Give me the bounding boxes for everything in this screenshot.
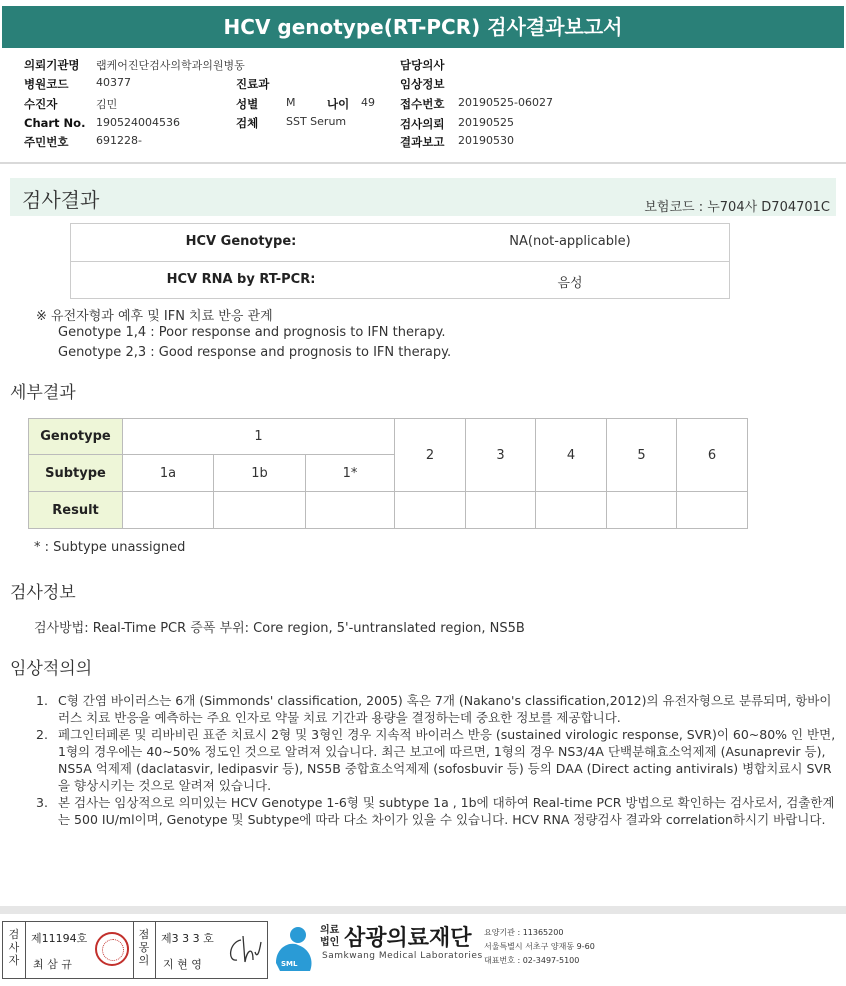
examiner-label: 검사자 [8,928,20,967]
clinical-item [36,692,836,726]
genotype-cell: 6 [677,419,748,492]
doctor-label: 담당의사 [400,58,445,72]
report-date-label: 결과보고 [400,135,445,149]
request-date-label: 검사의뢰 [400,117,445,131]
clinical-item [36,794,836,828]
confirmer-name: 지 현 영 [163,958,202,971]
corp-name: 삼광의료재단 [344,926,472,951]
result-header [10,178,836,216]
note-line: Genotype 1,4 : Poor response and prognosis to IFN therapy. [58,325,446,340]
test-info-heading: 검사정보 [10,583,76,603]
recipient-label: 수진자 [24,97,58,111]
requester-value: 랩케어진단검사의학과의원병동 [96,59,245,72]
requester-label: 의뢰기관명 [24,58,80,72]
request-date-value: 20190525 [458,116,514,129]
sex-value: M [286,96,296,109]
subtype-cell: 1a [123,455,214,492]
result-label: Result [29,492,123,529]
hospital-code-label: 병원코드 [24,77,69,91]
genotype-cell: 4 [536,419,607,492]
report-date-value: 20190530 [458,134,514,147]
result-cell [214,492,306,529]
summary-label: HCV RNA by RT-PCR: [166,272,316,287]
signature-box [2,921,268,979]
subtype-cell: 1* [306,455,395,492]
subtype-label: Subtype [29,455,123,492]
specimen-value: SST Serum [286,115,347,128]
signature-icon [223,932,263,968]
clinical-item-number: 3. [36,795,48,810]
confirmer-license: 제3 3 3 호 [161,932,214,945]
clinical-info-label: 임상정보 [400,77,445,91]
sml-logo-icon [272,921,318,977]
specimen-label: 검체 [236,116,259,130]
test-method: 검사방법: Real-Time PCR 증폭 부위: Core region, 5'-untranslated region, NS5B [34,621,525,636]
result-cell [466,492,536,529]
insurance-code: 보험코드 : 누704사 D704701C [644,200,830,215]
age-label: 나이 [327,97,350,111]
official-seal [95,932,129,966]
summary-value: 음성 [557,276,583,291]
clinical-item-number: 1. [36,693,48,708]
summary-table [70,223,730,299]
accession-label: 접수번호 [400,97,445,111]
address: 서울특별시 서초구 양재동 9-60 [484,942,595,951]
genotype-cell: 2 [395,419,466,492]
clinical-item-text: C형 간염 바이러스는 6개 (Simmonds' classification, 2005) 혹은 7개 (Nakano's classification,2012)의 유전자형으로 분류되며, 항바이러스 치료 반응을 예측하는 주요 인자로 약물 치료 기간과 용량을 결정하는데 중요한 정보를 제공합니다. [58,693,832,725]
subtype-footnote: * : Subtype unassigned [34,540,186,555]
corp-prefix-line: 의료 [320,925,340,936]
examiner-name: 최 삼 규 [33,958,72,971]
accession-value: 20190525-06027 [458,96,553,109]
summary-value: NA(not-applicable) [509,234,631,249]
examiner-license: 제11194호 [31,932,88,945]
note-line: Genotype 2,3 : Good response and prognosis to IFN therapy. [58,345,452,360]
hospital-code-value: 40377 [96,76,131,89]
chart-label: Chart No. [24,116,86,130]
logo-text: SML [281,960,298,968]
summary-row-genotype [71,224,729,261]
divider [155,922,156,978]
divider [25,922,26,978]
genotype-table [28,418,748,529]
genotype-cell: 3 [466,419,536,492]
sex-label: 성별 [236,97,259,111]
age-value: 49 [361,96,375,109]
result-heading: 검사결과 [22,188,100,212]
note-heading: ※ 유전자형과 예후 및 IFN 치료 반응 관계 [36,309,273,324]
resident-label: 주민번호 [24,135,69,149]
confirmer-label: 점몽의 [138,928,150,967]
recipient-value: 김민 [96,98,118,111]
summary-label: HCV Genotype: [185,234,297,249]
subtype-cell: 1b [214,455,306,492]
result-cell [536,492,607,529]
genotype-cell: 5 [607,419,677,492]
clinical-item [36,726,836,794]
clinical-item-text: 페그인터페론 및 리바비린 표준 치료시 2형 및 3형인 경우 지속적 바이러스 반응 (sustained virologic response, SVR)이 60~80% 인 반면, 1형의 경우에는 40~50% 정도인 것으로 알려져 있습니다. 최근 보고에 따르면, 1형의 경우 NS3/4A 단백분해효소억제제 (Asunaprevir 등), NS5A 억제제 (daclatasvir, ledipasvir 등), NS5B 중합효소억제제 (sofosbuvir 등) 등의 DAA (Direct acting antivirals) 병합치료시 SVR을 향상시키는 것으로 알려져 있습니다. [58,727,836,793]
corp-english-name: Samkwang Medical Laboratories [322,951,483,961]
clinical-item-number: 2. [36,727,48,742]
detail-heading: 세부결과 [10,383,76,403]
genotype-1-cell: 1 [123,419,395,455]
footer [0,917,846,986]
footer-divider [0,906,846,914]
corp-prefix-line: 법인 [320,937,340,948]
phone: 대표번호 : 02-3497-5100 [484,956,580,965]
result-cell [607,492,677,529]
genotype-label: Genotype [29,419,123,455]
dept-label: 진료과 [236,77,270,91]
clinical-list [36,692,836,828]
chart-value: 190524004536 [96,116,180,129]
divider [0,162,846,164]
result-cell [123,492,214,529]
resident-value: 691228- [96,134,142,147]
clinical-heading: 임상적의의 [10,659,93,679]
corp-prefix [320,925,339,949]
report-title: HCV genotype(RT-PCR) 검사결과보고서 [2,6,844,48]
summary-row-rna [71,261,729,298]
divider [133,922,134,978]
patient-info [24,55,824,151]
result-cell [306,492,395,529]
result-cell [677,492,748,529]
result-cell [395,492,466,529]
care-number: 요양기관 : 11365200 [484,928,564,937]
clinical-item-text: 본 검사는 임상적으로 의미있는 HCV Genotype 1-6형 및 subtype 1a , 1b에 대하여 Real-time PCR 방법으로 확인하는 검사로서, 검출한계는 500 IU/ml이며, Genotype 및 Subtype에 따라 다소 차이가 있을 수 있습니다. HCV RNA 정량검사 결과와 correlation하시기 바랍니다. [58,795,835,827]
